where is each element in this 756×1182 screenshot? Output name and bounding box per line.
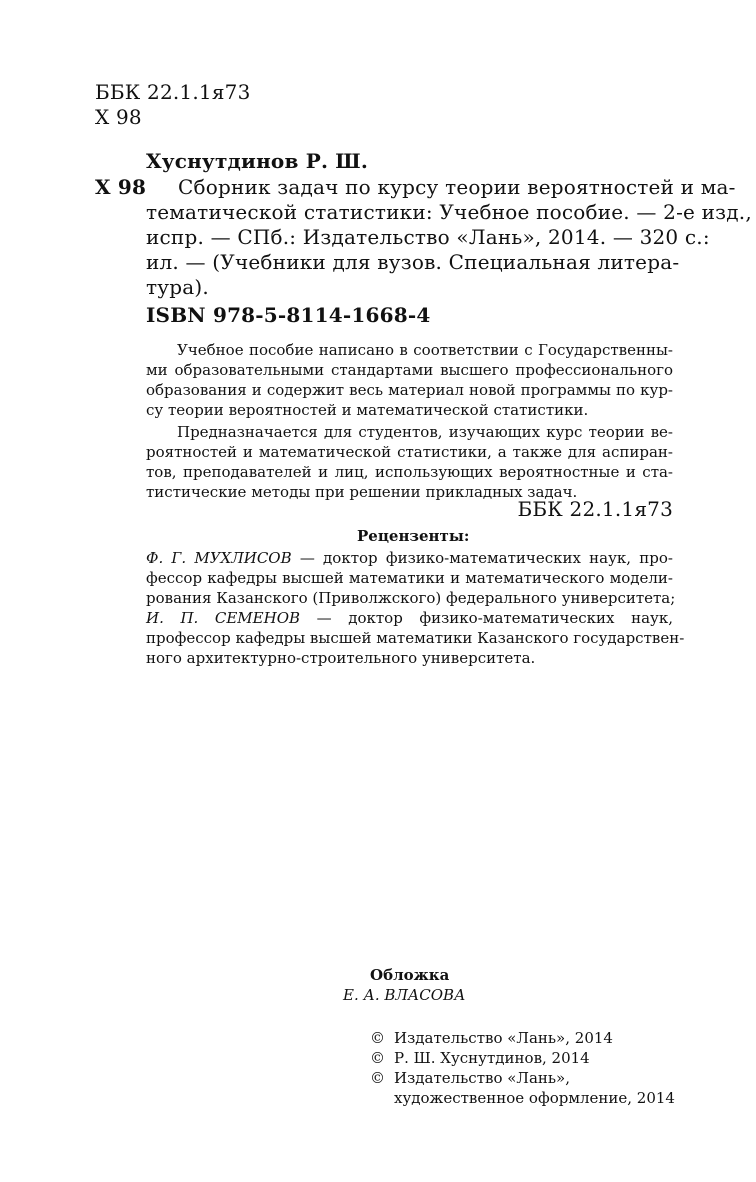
abstract-line: Предназначается для студентов, изучающих курс теории ве- <box>177 423 673 441</box>
author-sign: Х 98 <box>95 105 142 129</box>
bibliography-line: тематической статистики: Учебное пособие. — 2-е изд., <box>146 200 752 224</box>
author-name: Хуснутдинов Р. Ш. <box>146 149 369 173</box>
reviewer-1-line: фессор кафедры высшей математики и математического модели- <box>146 569 673 587</box>
reviewer-1-line <box>146 548 673 568</box>
copyright-block <box>370 1028 675 1108</box>
abstract-paragraph-1 <box>146 340 673 420</box>
copyright-line: © Р. Ш. Хуснутдинов, 2014 <box>370 1049 590 1067</box>
bibliography-line: испр. — СПб.: Издательство «Лань», 2014. — 320 с.: <box>146 225 710 249</box>
reviewer-2-line: профессор кафедры высшей математики Казанского государствен- <box>146 629 685 647</box>
reviewer-1-line: рования Казанского (Приволжского) федерального университета; <box>146 589 676 607</box>
reviewer-2-line: ного архитектурно-строительного университета. <box>146 649 536 667</box>
bibliography-line: Сборник задач по курсу теории вероятностей и ма- <box>178 175 736 199</box>
abstract-line: роятностей и математической статистики, а также для аспиран- <box>146 443 673 461</box>
bibliography-description <box>178 175 736 200</box>
abstract-line: тов, преподавателей и лиц, использующих вероятностные и ста- <box>146 463 673 481</box>
bbk-code-right: ББК 22.1.1я73 <box>517 497 673 521</box>
bibliography-sign: Х 98 <box>95 175 147 199</box>
reviewers-heading: Рецензенты: <box>357 527 470 545</box>
reviewer-1-text: — доктор физико-математических наук, про- <box>291 549 673 567</box>
cover-designer: Е. А. ВЛАСОВА <box>343 986 466 1004</box>
abstract-paragraph-2 <box>146 422 673 502</box>
reviewer-2-line <box>146 608 673 628</box>
abstract-line: тистические методы при решении прикладных задач. <box>146 483 578 501</box>
abstract-line: образования и содержит весь материал новой программы по кур- <box>146 381 673 399</box>
copyright-symbol: © <box>370 1049 385 1067</box>
bbk-code: ББК 22.1.1я73 <box>95 80 251 104</box>
reviewer-2-name: И. П. СЕМЕНОВ <box>146 609 301 627</box>
reviewer-1-name: Ф. Г. МУХЛИСОВ <box>146 549 292 567</box>
isbn: ISBN 978-5-8114-1668-4 <box>146 303 431 327</box>
bibliography-line: ил. — (Учебники для вузов. Специальная литера- <box>146 250 680 274</box>
abstract-line: су теории вероятностей и математической статистики. <box>146 401 589 419</box>
copyright-line: © Издательство «Лань», 2014 <box>370 1029 613 1047</box>
bibliography-line: тура). <box>146 275 209 299</box>
cover-heading: Обложка <box>370 966 450 984</box>
copyright-symbol: © <box>370 1029 385 1047</box>
abstract-line: Учебное пособие написано в соответствии с Государственны- <box>177 341 673 359</box>
reviewers-block <box>146 548 685 668</box>
copyright-continuation: художественное оформление, 2014 <box>394 1089 675 1107</box>
bibliography-description-cont <box>146 200 752 300</box>
abstract-line: ми образовательными стандартами высшего профессионального <box>146 361 673 379</box>
copyright-symbol: © <box>370 1069 385 1087</box>
reviewer-2-text: — доктор физико-математических наук, <box>300 609 673 627</box>
copyright-line: © Издательство «Лань», <box>370 1069 571 1087</box>
